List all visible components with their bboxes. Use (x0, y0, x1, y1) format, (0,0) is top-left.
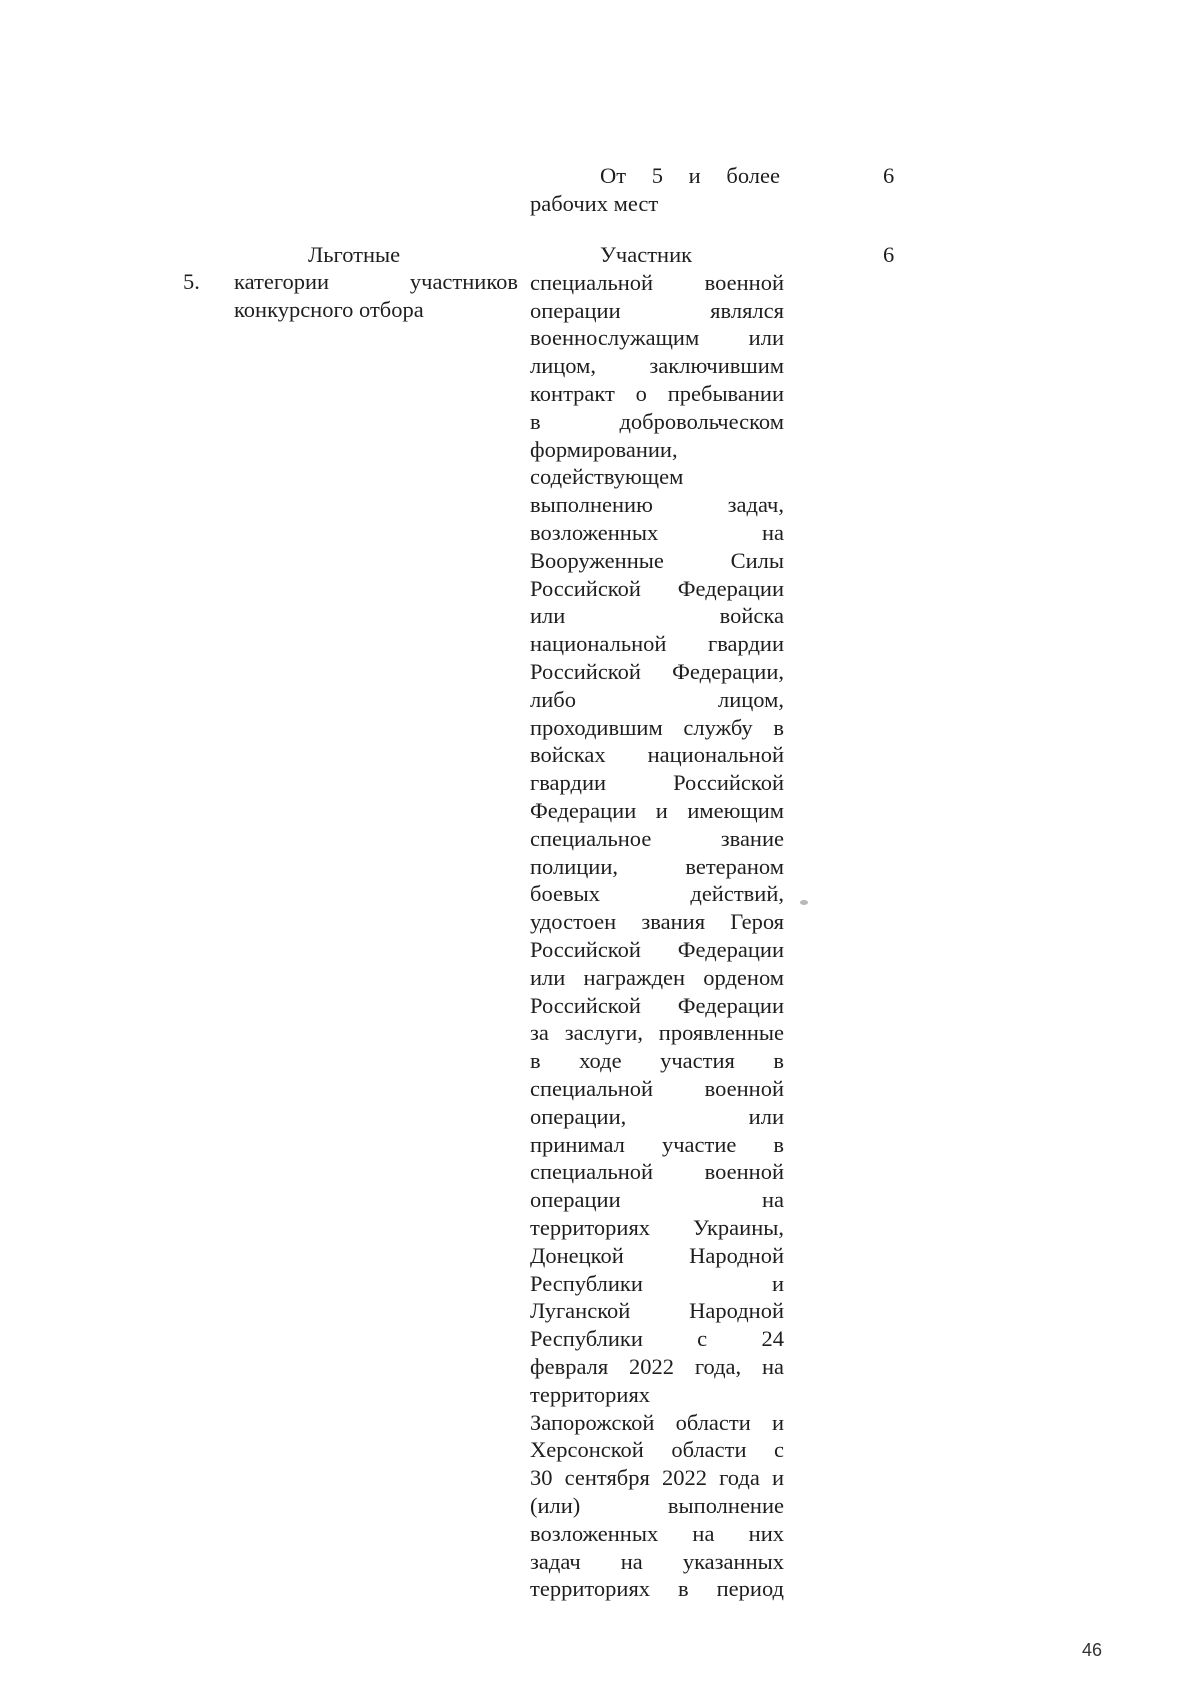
criterion-text-line: возложенных на них (530, 1520, 784, 1546)
category-text-line: конкурсного отбора (234, 297, 424, 322)
criterion-text-line: территориях в период (530, 1576, 784, 1602)
criterion-text-line: либо лицом, (530, 686, 784, 712)
criterion-text-line: операции на (530, 1187, 784, 1213)
criterion-text-line: или награжден орденом (530, 964, 784, 990)
criterion-text-line: Российской Федерации (530, 575, 784, 601)
row-number: 5. (183, 269, 200, 294)
category-text-line: Льготные (308, 242, 401, 267)
criterion-text-line: Запорожской области и (530, 1409, 784, 1435)
criterion-text-line: формировании, (530, 436, 678, 462)
criterion-text-line: (или) выполнение (530, 1493, 784, 1518)
category-text-line: категории участников (234, 269, 518, 294)
criterion-text-line: принимал участие в (530, 1131, 784, 1157)
criterion-text-line: Российской Федерации (530, 992, 784, 1018)
criterion-text-line: военнослужащим или (530, 325, 784, 351)
criterion-text-line: территориях (530, 1381, 651, 1407)
criterion-text-line: Республики и (530, 1270, 784, 1296)
criterion-text-line: возложенных на (530, 520, 784, 545)
criterion-text-line: лицом, заключившим (530, 353, 784, 379)
criterion-text-line: удостоен звания Героя (530, 909, 784, 935)
criterion-text-line: выполнению задач, (530, 492, 784, 518)
criterion-text-line: в ходе участия в (530, 1048, 784, 1074)
criterion-text-line: Республики с 24 (530, 1326, 784, 1352)
criterion-text-line: контракт о пребывании (530, 381, 784, 406)
criterion-text-line: февраля 2022 года, на (530, 1354, 784, 1379)
criterion-text-line: Херсонской области с (530, 1437, 784, 1463)
criterion-text-line: операции, или (530, 1103, 784, 1129)
score-cell: 6 (883, 242, 895, 267)
criterion-text-line: гвардии Российской (530, 770, 784, 796)
page-number: 46 (1082, 1640, 1103, 1660)
criterion-text-line: Луганской Народной (530, 1298, 784, 1324)
criterion-text-line: за заслуги, проявленные (530, 1020, 784, 1046)
scan-speck (800, 900, 808, 905)
criterion-text-line: 30 сентября 2022 года и (530, 1465, 784, 1491)
criterion-text-line: рабочих мест (530, 191, 659, 216)
criterion-text-line: Вооруженные Силы (530, 547, 784, 573)
criterion-text-line: специальной военной (530, 1159, 784, 1185)
criterion-text-line: территориях Украины, (530, 1215, 784, 1240)
criterion-text-line: войсках национальной (530, 742, 784, 768)
criterion-text-line: операции являлся (530, 297, 784, 323)
criterion-text-line: содействующем (530, 464, 684, 490)
criterion-text-line: Донецкой Народной (530, 1242, 784, 1268)
criterion-text-line: боевых действий, (530, 881, 784, 907)
criterion-text-line: или войска (530, 603, 784, 629)
criterion-text-line: От 5 и более (600, 163, 780, 188)
criterion-text-line: Участник (600, 242, 693, 267)
criterion-text-line: Российской Федерации (530, 937, 784, 962)
criterion-text-line: в добровольческом (530, 408, 784, 434)
criterion-text-line: специальное звание (530, 825, 784, 851)
criterion-text-line: задач на указанных (530, 1548, 784, 1574)
criterion-text-line: Российской Федерации, (530, 659, 784, 684)
score-cell: 6 (883, 163, 895, 188)
criterion-text-line: специальной военной (530, 1076, 784, 1101)
criterion-text-line: полиции, ветераном (530, 853, 784, 879)
criterion-text-line: специальной военной (530, 269, 784, 295)
criterion-text-line: Федерации и имеющим (530, 798, 784, 823)
criterion-text-line: национальной гвардии (530, 631, 784, 657)
criterion-text-line: проходившим службу в (530, 714, 784, 740)
